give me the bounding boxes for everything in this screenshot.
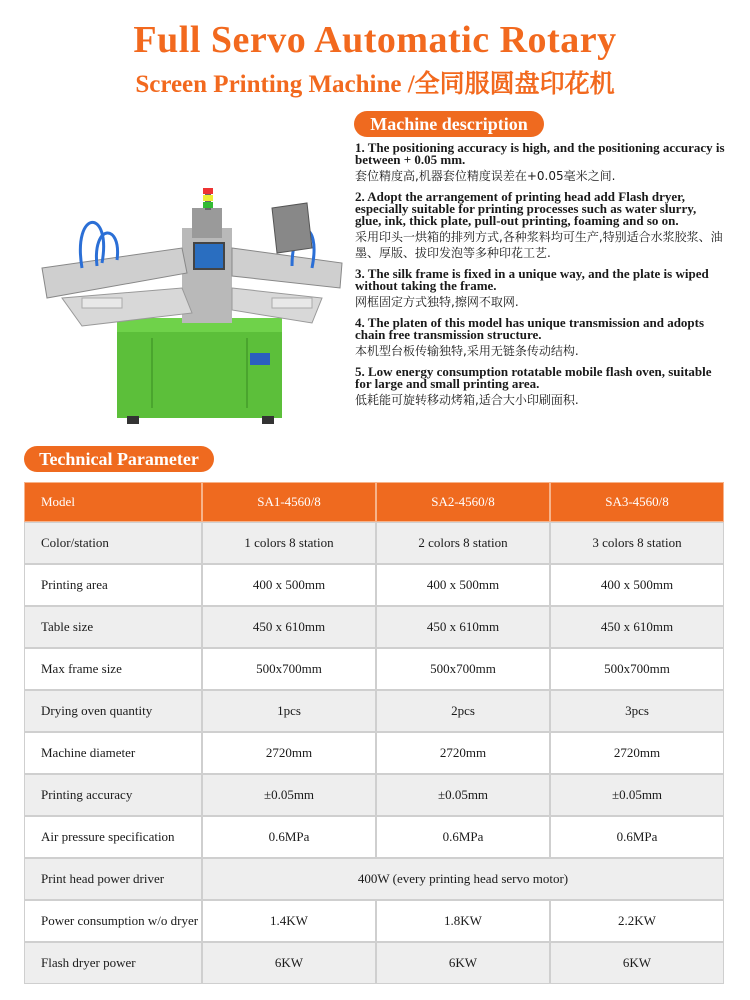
table-cell: 500x700mm: [202, 648, 376, 690]
column-header: Model: [24, 482, 202, 522]
table-cell: 400 x 500mm: [202, 564, 376, 606]
table-cell: 2720mm: [376, 732, 550, 774]
table-row: [24, 858, 724, 900]
description-item: [355, 268, 725, 310]
table-cell: 1.8KW: [376, 900, 550, 942]
table-cell: 1 colors 8 station: [202, 522, 376, 564]
row-label: Print head power driver: [24, 858, 202, 900]
table-row: [24, 900, 724, 942]
description-item-cn: 套位精度高,机器套位精度误差在+0.05毫米之间.: [355, 169, 616, 183]
table-cell: 6KW: [202, 942, 376, 984]
table-cell: 450 x 610mm: [376, 606, 550, 648]
description-item-en: 1. The positioning accuracy is high, and the positioning accuracy is between + 0.05 mm.: [355, 140, 725, 167]
table-cell: 1.4KW: [202, 900, 376, 942]
description-item-en: 3. The silk frame is fixed in a unique way, and the plate is wiped without taking the frame.: [355, 266, 709, 293]
table-cell: 500x700mm: [550, 648, 724, 690]
column-header: SA2-4560/8: [376, 482, 550, 522]
row-label: Table size: [24, 606, 202, 648]
table-cell: ±0.05mm: [550, 774, 724, 816]
machine-description-list: [355, 142, 725, 415]
technical-parameter-heading: Technical Parameter: [24, 446, 214, 472]
description-item-cn: 采用印头一烘箱的排列方式,各种浆料均可生产,特别适合水浆胶浆、油墨、厚版、拔印发泡等多种印花工艺.: [355, 230, 723, 260]
table-cell: 3pcs: [550, 690, 724, 732]
table-cell: 0.6MPa: [376, 816, 550, 858]
description-item: [355, 142, 725, 184]
table-row: [24, 690, 724, 732]
description-item: [355, 366, 725, 408]
row-label: Flash dryer power: [24, 942, 202, 984]
table-cell: 2720mm: [550, 732, 724, 774]
table-cell: 6KW: [550, 942, 724, 984]
table-cell: 500x700mm: [376, 648, 550, 690]
machine-base: [117, 318, 282, 418]
row-label: Drying oven quantity: [24, 690, 202, 732]
table-row: [24, 732, 724, 774]
table-row: [24, 522, 724, 564]
page-title-line1: Full Servo Automatic Rotary: [133, 19, 617, 61]
machine-description-heading: Machine description: [354, 111, 544, 137]
row-label: Max frame size: [24, 648, 202, 690]
table-cell: 2 colors 8 station: [376, 522, 550, 564]
description-item-en: 2. Adopt the arrangement of printing head add Flash dryer, especially suitable for printing processes such as water slurry, glue, ink, thick plate, pull-out printing, foaming and so on.: [355, 189, 697, 228]
machine-photo: [22, 148, 348, 430]
description-item-cn: 网框固定方式独特,擦网不取网.: [355, 295, 519, 309]
row-label: Air pressure specification: [24, 816, 202, 858]
table-row: [24, 564, 724, 606]
table-row: [24, 942, 724, 984]
description-item-en: 4. The platen of this model has unique transmission and adopts chain free transmission structure.: [355, 315, 705, 342]
description-item-cn: 本机型台板传输独特,采用无链条传动结构.: [355, 344, 579, 358]
machine-illustration: [22, 148, 348, 430]
table-cell: 450 x 610mm: [202, 606, 376, 648]
table-cell: 400 x 500mm: [376, 564, 550, 606]
table-cell: 2pcs: [376, 690, 550, 732]
table-row: [24, 774, 724, 816]
column-header: SA3-4560/8: [550, 482, 724, 522]
technical-parameter-table: [24, 482, 724, 984]
table-cell: 3 colors 8 station: [550, 522, 724, 564]
table-cell: ±0.05mm: [202, 774, 376, 816]
description-item-cn: 低耗能可旋转移动烤箱,适合大小印刷面积.: [355, 393, 579, 407]
table-cell: ±0.05mm: [376, 774, 550, 816]
table-cell: 400 x 500mm: [550, 564, 724, 606]
row-label: Power consumption w/o dryer: [24, 900, 202, 942]
table-cell: 2.2KW: [550, 900, 724, 942]
table-cell: 450 x 610mm: [550, 606, 724, 648]
row-label: Color/station: [24, 522, 202, 564]
table-row: [24, 816, 724, 858]
table-cell: 0.6MPa: [202, 816, 376, 858]
table-cell: 1pcs: [202, 690, 376, 732]
column-header: SA1-4560/8: [202, 482, 376, 522]
table-cell: 2720mm: [202, 732, 376, 774]
description-item: [355, 317, 725, 359]
row-label: Printing accuracy: [24, 774, 202, 816]
table-cell-merged: 400W (every printing head servo motor): [202, 858, 724, 900]
table-row: [24, 648, 724, 690]
table-row: [24, 606, 724, 648]
page-title-line2: Screen Printing Machine /全同服圆盘印花机: [135, 71, 615, 98]
table-cell: 6KW: [376, 942, 550, 984]
table-header-row: [24, 482, 724, 522]
description-item-en: 5. Low energy consumption rotatable mobile flash oven, suitable for large and small printing area.: [355, 364, 712, 391]
table-cell: 0.6MPa: [550, 816, 724, 858]
description-item: [355, 191, 725, 261]
row-label: Machine diameter: [24, 732, 202, 774]
row-label: Printing area: [24, 564, 202, 606]
